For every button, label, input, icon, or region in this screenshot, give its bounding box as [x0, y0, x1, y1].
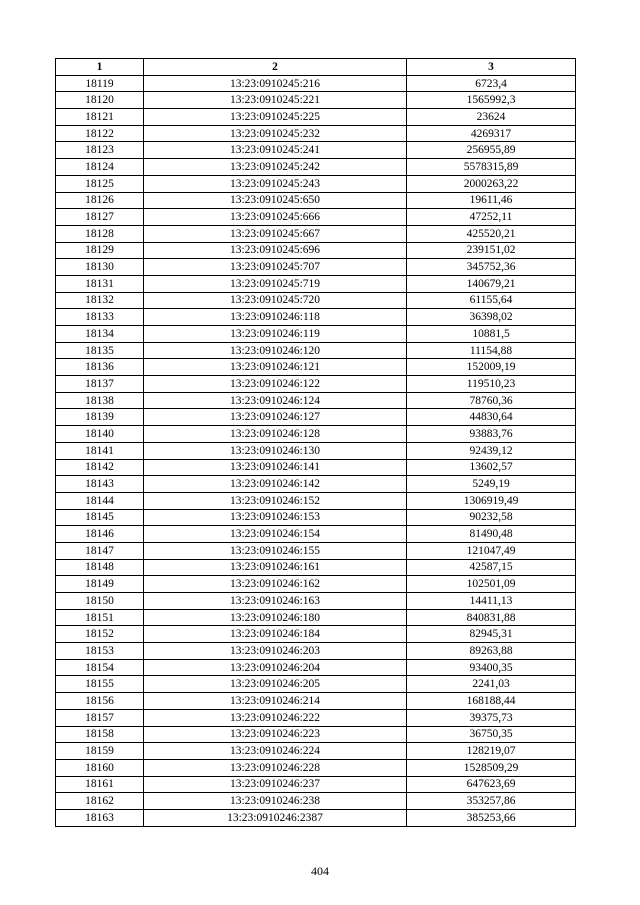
value-cell: 128219,07	[407, 743, 576, 760]
value-cell: 425520,21	[407, 225, 576, 242]
cadastral-number-cell: 13:23:0910246:128	[144, 426, 407, 443]
page-number: 404	[311, 864, 329, 878]
table-row	[56, 743, 576, 760]
cadastral-number-cell: 13:23:0910245:216	[144, 75, 407, 92]
cadastral-number-cell: 13:23:0910246:204	[144, 659, 407, 676]
table-row	[56, 559, 576, 576]
value-cell: 140679,21	[407, 275, 576, 292]
value-cell: 14411,13	[407, 593, 576, 610]
row-number-cell: 18130	[56, 259, 144, 276]
row-number-cell: 18137	[56, 376, 144, 393]
row-number-cell: 18151	[56, 609, 144, 626]
value-cell: 121047,49	[407, 542, 576, 559]
table-row	[56, 242, 576, 259]
cadastral-number-cell: 13:23:0910246:124	[144, 392, 407, 409]
cadastral-number-cell: 13:23:0910246:222	[144, 709, 407, 726]
cadastral-number-cell: 13:23:0910245:232	[144, 125, 407, 142]
row-number-cell: 18119	[56, 75, 144, 92]
cadastral-number-cell: 13:23:0910245:707	[144, 259, 407, 276]
table-row	[56, 376, 576, 393]
table-row	[56, 626, 576, 643]
row-number-cell: 18155	[56, 676, 144, 693]
value-cell: 2000263,22	[407, 175, 576, 192]
cadastral-number-cell: 13:23:0910246:223	[144, 726, 407, 743]
table-row	[56, 526, 576, 543]
table-row	[56, 342, 576, 359]
row-number-cell: 18152	[56, 626, 144, 643]
cadastral-number-cell: 13:23:0910245:650	[144, 192, 407, 209]
value-cell: 23624	[407, 109, 576, 126]
value-cell: 10881,5	[407, 326, 576, 343]
row-number-cell: 18145	[56, 509, 144, 526]
value-cell: 119510,23	[407, 376, 576, 393]
table-row	[56, 209, 576, 226]
table-row	[56, 759, 576, 776]
cadastral-number-cell: 13:23:0910246:162	[144, 576, 407, 593]
table-row	[56, 726, 576, 743]
value-cell: 47252,11	[407, 209, 576, 226]
value-cell: 13602,57	[407, 459, 576, 476]
row-number-cell: 18163	[56, 809, 144, 826]
value-cell: 19611,46	[407, 192, 576, 209]
table-row	[56, 442, 576, 459]
row-number-cell: 18160	[56, 759, 144, 776]
row-number-cell: 18124	[56, 159, 144, 176]
value-cell: 81490,48	[407, 526, 576, 543]
value-cell: 2241,03	[407, 676, 576, 693]
table-row	[56, 326, 576, 343]
cadastral-number-cell: 13:23:0910246:180	[144, 609, 407, 626]
table-row	[56, 175, 576, 192]
cadastral-number-cell: 13:23:0910245:243	[144, 175, 407, 192]
cadastral-number-cell: 13:23:0910245:242	[144, 159, 407, 176]
table-row	[56, 125, 576, 142]
cadastral-number-cell: 13:23:0910246:118	[144, 309, 407, 326]
value-cell: 39375,73	[407, 709, 576, 726]
table-row	[56, 159, 576, 176]
value-cell: 647623,69	[407, 776, 576, 793]
value-cell: 36398,02	[407, 309, 576, 326]
table-row	[56, 793, 576, 810]
table-row	[56, 142, 576, 159]
row-number-cell: 18150	[56, 593, 144, 610]
value-cell: 168188,44	[407, 693, 576, 710]
column-header-1: 1	[56, 59, 144, 76]
table-row	[56, 593, 576, 610]
value-cell: 5249,19	[407, 476, 576, 493]
cadastral-number-cell: 13:23:0910246:154	[144, 526, 407, 543]
value-cell: 1528509,29	[407, 759, 576, 776]
cadastral-number-cell: 13:23:0910245:225	[144, 109, 407, 126]
cadastral-number-cell: 13:23:0910246:184	[144, 626, 407, 643]
cadastral-number-cell: 13:23:0910246:205	[144, 676, 407, 693]
value-cell: 36750,35	[407, 726, 576, 743]
value-cell: 90232,58	[407, 509, 576, 526]
row-number-cell: 18149	[56, 576, 144, 593]
value-cell: 239151,02	[407, 242, 576, 259]
row-number-cell: 18120	[56, 92, 144, 109]
table-row	[56, 459, 576, 476]
value-cell: 78760,36	[407, 392, 576, 409]
row-number-cell: 18132	[56, 292, 144, 309]
row-number-cell: 18159	[56, 743, 144, 760]
row-number-cell: 18157	[56, 709, 144, 726]
row-number-cell: 18135	[56, 342, 144, 359]
table-row	[56, 643, 576, 660]
value-cell: 44830,64	[407, 409, 576, 426]
value-cell: 256955,89	[407, 142, 576, 159]
data-table	[55, 58, 576, 827]
table-row	[56, 476, 576, 493]
row-number-cell: 18158	[56, 726, 144, 743]
cadastral-number-cell: 13:23:0910246:203	[144, 643, 407, 660]
value-cell: 840831,88	[407, 609, 576, 626]
row-number-cell: 18129	[56, 242, 144, 259]
table-row	[56, 292, 576, 309]
value-cell: 385253,66	[407, 809, 576, 826]
table-row	[56, 809, 576, 826]
row-number-cell: 18128	[56, 225, 144, 242]
table-row	[56, 309, 576, 326]
row-number-cell: 18141	[56, 442, 144, 459]
table-row	[56, 659, 576, 676]
row-number-cell: 18140	[56, 426, 144, 443]
table-row	[56, 509, 576, 526]
cadastral-number-cell: 13:23:0910246:120	[144, 342, 407, 359]
value-cell: 42587,15	[407, 559, 576, 576]
table-row	[56, 709, 576, 726]
table-row	[56, 275, 576, 292]
row-number-cell: 18125	[56, 175, 144, 192]
cadastral-number-cell: 13:23:0910245:241	[144, 142, 407, 159]
value-cell: 1565992,3	[407, 92, 576, 109]
cadastral-number-cell: 13:23:0910245:666	[144, 209, 407, 226]
value-cell: 152009,19	[407, 359, 576, 376]
row-number-cell: 18136	[56, 359, 144, 376]
table-row	[56, 75, 576, 92]
cadastral-number-cell: 13:23:0910246:237	[144, 776, 407, 793]
cadastral-number-cell: 13:23:0910245:696	[144, 242, 407, 259]
value-cell: 93883,76	[407, 426, 576, 443]
table-row	[56, 492, 576, 509]
cadastral-number-cell: 13:23:0910246:224	[144, 743, 407, 760]
row-number-cell: 18138	[56, 392, 144, 409]
value-cell: 1306919,49	[407, 492, 576, 509]
table-row	[56, 225, 576, 242]
value-cell: 6723,4	[407, 75, 576, 92]
row-number-cell: 18142	[56, 459, 144, 476]
table-row	[56, 92, 576, 109]
row-number-cell: 18147	[56, 542, 144, 559]
row-number-cell: 18121	[56, 109, 144, 126]
table-row	[56, 259, 576, 276]
value-cell: 92439,12	[407, 442, 576, 459]
cadastral-number-cell: 13:23:0910246:163	[144, 593, 407, 610]
cadastral-number-cell: 13:23:0910246:122	[144, 376, 407, 393]
row-number-cell: 18148	[56, 559, 144, 576]
value-cell: 5578315,89	[407, 159, 576, 176]
row-number-cell: 18156	[56, 693, 144, 710]
value-cell: 11154,88	[407, 342, 576, 359]
cadastral-number-cell: 13:23:0910245:720	[144, 292, 407, 309]
row-number-cell: 18139	[56, 409, 144, 426]
row-number-cell: 18123	[56, 142, 144, 159]
row-number-cell: 18161	[56, 776, 144, 793]
row-number-cell: 18126	[56, 192, 144, 209]
table-row	[56, 409, 576, 426]
row-number-cell: 18162	[56, 793, 144, 810]
cadastral-number-cell: 13:23:0910246:228	[144, 759, 407, 776]
table-row	[56, 542, 576, 559]
table-row	[56, 192, 576, 209]
row-number-cell: 18127	[56, 209, 144, 226]
cadastral-number-cell: 13:23:0910246:121	[144, 359, 407, 376]
cadastral-number-cell: 13:23:0910246:141	[144, 459, 407, 476]
cadastral-number-cell: 13:23:0910246:142	[144, 476, 407, 493]
value-cell: 89263,88	[407, 643, 576, 660]
table-row	[56, 693, 576, 710]
row-number-cell: 18153	[56, 643, 144, 660]
cadastral-number-cell: 13:23:0910246:155	[144, 542, 407, 559]
table-row	[56, 609, 576, 626]
value-cell: 93400,35	[407, 659, 576, 676]
table-row	[56, 426, 576, 443]
row-number-cell: 18143	[56, 476, 144, 493]
cadastral-number-cell: 13:23:0910246:119	[144, 326, 407, 343]
column-header-3: 3	[407, 59, 576, 76]
row-number-cell: 18122	[56, 125, 144, 142]
cadastral-number-cell: 13:23:0910245:221	[144, 92, 407, 109]
value-cell: 61155,64	[407, 292, 576, 309]
cadastral-number-cell: 13:23:0910246:161	[144, 559, 407, 576]
row-number-cell: 18144	[56, 492, 144, 509]
value-cell: 345752,36	[407, 259, 576, 276]
row-number-cell: 18146	[56, 526, 144, 543]
value-cell: 82945,31	[407, 626, 576, 643]
cadastral-number-cell: 13:23:0910246:238	[144, 793, 407, 810]
row-number-cell: 18131	[56, 275, 144, 292]
row-number-cell: 18133	[56, 309, 144, 326]
cadastral-number-cell: 13:23:0910246:2387	[144, 809, 407, 826]
table-row	[56, 676, 576, 693]
table-row	[56, 392, 576, 409]
table-row	[56, 359, 576, 376]
table-row	[56, 576, 576, 593]
value-cell: 353257,86	[407, 793, 576, 810]
table-body	[56, 75, 576, 826]
value-cell: 4269317	[407, 125, 576, 142]
column-header-2: 2	[144, 59, 407, 76]
table-row	[56, 776, 576, 793]
cadastral-number-cell: 13:23:0910245:667	[144, 225, 407, 242]
table-header-row	[56, 59, 576, 76]
cadastral-number-cell: 13:23:0910246:153	[144, 509, 407, 526]
cadastral-number-cell: 13:23:0910246:152	[144, 492, 407, 509]
row-number-cell: 18134	[56, 326, 144, 343]
value-cell: 102501,09	[407, 576, 576, 593]
cadastral-number-cell: 13:23:0910246:214	[144, 693, 407, 710]
row-number-cell: 18154	[56, 659, 144, 676]
cadastral-number-cell: 13:23:0910245:719	[144, 275, 407, 292]
table-row	[56, 109, 576, 126]
cadastral-number-cell: 13:23:0910246:130	[144, 442, 407, 459]
cadastral-number-cell: 13:23:0910246:127	[144, 409, 407, 426]
